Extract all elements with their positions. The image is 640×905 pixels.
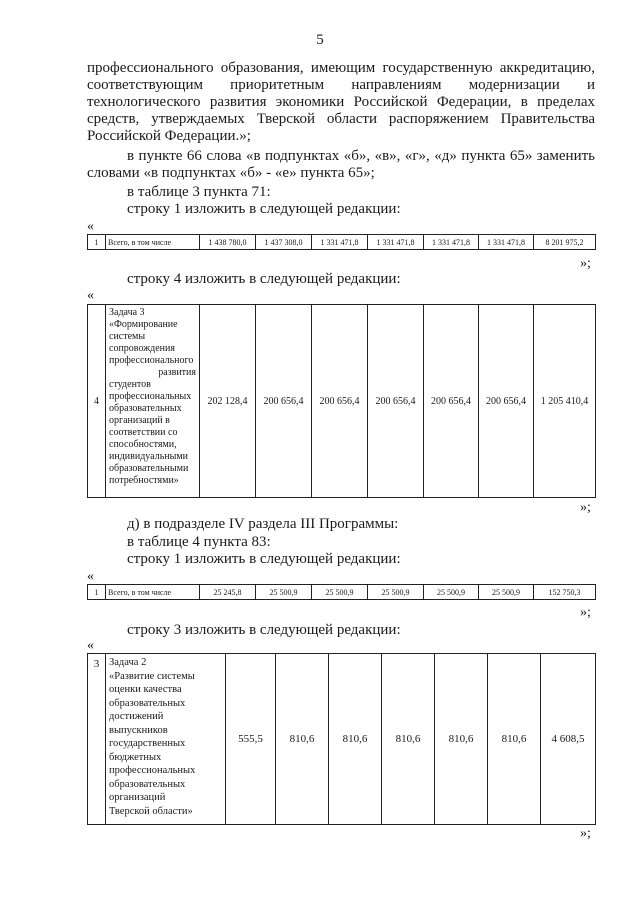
row-label: Всего, в том числе: [106, 585, 200, 600]
item-66-text: в пункте 66 слова «в подпунктах «б», «в», «г», «д» пункта 65» заменить словами «в подпунктах «б» - «е» пункта 65»;: [87, 148, 595, 181]
description-line: Тверской области»: [109, 805, 193, 817]
value-cell: 200 656,4: [479, 305, 534, 498]
row-number: 1: [88, 585, 106, 600]
value-cell: 1 331 471,8: [424, 235, 479, 250]
value-cell: 200 656,4: [312, 305, 368, 498]
value-cell: 25 500,9: [256, 585, 312, 600]
description-line: системы: [109, 331, 146, 342]
close-quote-b: »;: [580, 500, 591, 515]
value-cell: 1 331 471,8: [312, 235, 368, 250]
description-line: потребностями»: [109, 475, 179, 486]
close-quote-c: »;: [580, 605, 591, 620]
description-line: организаций в: [109, 415, 170, 426]
row-number: 3: [88, 654, 106, 825]
description-line: организаций: [109, 792, 166, 803]
value-cell: 152 750,3: [534, 585, 596, 600]
open-quote-c: «: [87, 569, 94, 584]
description-line: образовательных: [109, 778, 186, 790]
value-cell: 810,6: [382, 654, 435, 825]
intro-paragraph: [87, 60, 595, 145]
row-description: [106, 654, 226, 825]
description-line: индивидуальными: [109, 451, 188, 462]
open-quote-a: «: [87, 219, 94, 234]
description-line: соответствии со: [109, 427, 178, 438]
description-line: Задача 2: [109, 657, 147, 668]
value-cell: 25 500,9: [424, 585, 479, 600]
row-label: Всего, в том числе: [106, 235, 200, 250]
open-quote-d: «: [87, 638, 94, 653]
description-line: сопровождения: [109, 343, 175, 354]
row-description: [106, 305, 200, 498]
value-cell: 200 656,4: [424, 305, 479, 498]
description-line: образовательных: [109, 697, 186, 709]
description-line: образовательных: [109, 403, 182, 414]
subsection-heading: д) в подразделе IV раздела III Программы:: [127, 516, 399, 532]
table3-heading: в таблице 3 пункта 71:: [127, 184, 271, 200]
paragraph-line: технологического развития экономики Российской Федерации, в пределах: [87, 94, 595, 110]
value-cell: 202 128,4: [200, 305, 256, 498]
table4-heading: в таблице 4 пункта 83:: [127, 534, 271, 550]
value-cell: 810,6: [488, 654, 541, 825]
row-number: 1: [88, 235, 106, 250]
description-line: профессионального: [109, 355, 194, 366]
value-cell: 1 438 780,0: [200, 235, 256, 250]
table-d: [87, 653, 596, 825]
description-line: студентов: [109, 379, 151, 390]
row4-instruction: строку 4 изложить в следующей редакции:: [127, 271, 401, 287]
value-cell: 25 500,9: [479, 585, 534, 600]
value-cell: 1 331 471,8: [479, 235, 534, 250]
description-line: «Формирование: [109, 319, 178, 330]
description-line: достижений: [109, 711, 164, 722]
description-line: профессиональных: [109, 765, 196, 776]
value-cell: 1 205 410,4: [534, 305, 596, 498]
description-line: «Развитие системы: [109, 670, 195, 682]
value-cell: 1 331 471,8: [368, 235, 424, 250]
description-line: развития: [158, 367, 196, 378]
row1-instruction-b: строку 1 изложить в следующей редакции:: [127, 551, 401, 567]
open-quote-b: «: [87, 288, 94, 303]
table-row: [88, 654, 596, 825]
table-row: [88, 235, 596, 250]
row1-instruction-a: строку 1 изложить в следующей редакции:: [127, 201, 401, 217]
table-row: [88, 585, 596, 600]
paragraph-line: соответствующим приоритетным направлениям модернизации и: [87, 77, 595, 93]
close-quote-a: »;: [580, 256, 591, 271]
row3-instruction: строку 3 изложить в следующей редакции:: [127, 622, 401, 638]
value-cell: 810,6: [329, 654, 382, 825]
description-line: выпускников: [109, 724, 168, 736]
description-line: Задача 3: [109, 307, 145, 318]
value-cell: 200 656,4: [256, 305, 312, 498]
table-b: [87, 304, 596, 498]
description-line: способностями,: [109, 439, 177, 450]
description-line: оценки качества: [109, 684, 182, 695]
value-cell: 1 437 308,0: [256, 235, 312, 250]
paragraph-line: средств, утверждаемых Тверской области распоряжением Правительства: [87, 111, 595, 127]
value-cell: 8 201 975,2: [534, 235, 596, 250]
description-line: профессиональных: [109, 391, 192, 402]
value-cell: 25 245,8: [200, 585, 256, 600]
table-c: [87, 584, 596, 600]
value-cell: 25 500,9: [312, 585, 368, 600]
description-line: бюджетных: [109, 751, 162, 763]
description-line: государственных: [109, 738, 186, 749]
close-quote-d: »;: [580, 826, 591, 841]
value-cell: 25 500,9: [368, 585, 424, 600]
paragraph-line: Российской Федерации.»;: [87, 128, 251, 144]
paragraph-line: профессионального образования, имеющим государственную аккредитацию,: [87, 60, 595, 76]
description-line: образовательными: [109, 463, 189, 474]
value-cell: 810,6: [435, 654, 488, 825]
value-cell: 555,5: [226, 654, 276, 825]
row-number: 4: [88, 305, 106, 498]
page-number: 5: [316, 32, 324, 48]
value-cell: 810,6: [276, 654, 329, 825]
value-cell: 4 608,5: [541, 654, 596, 825]
table-row: [88, 305, 596, 498]
value-cell: 200 656,4: [368, 305, 424, 498]
table-a: [87, 234, 596, 250]
